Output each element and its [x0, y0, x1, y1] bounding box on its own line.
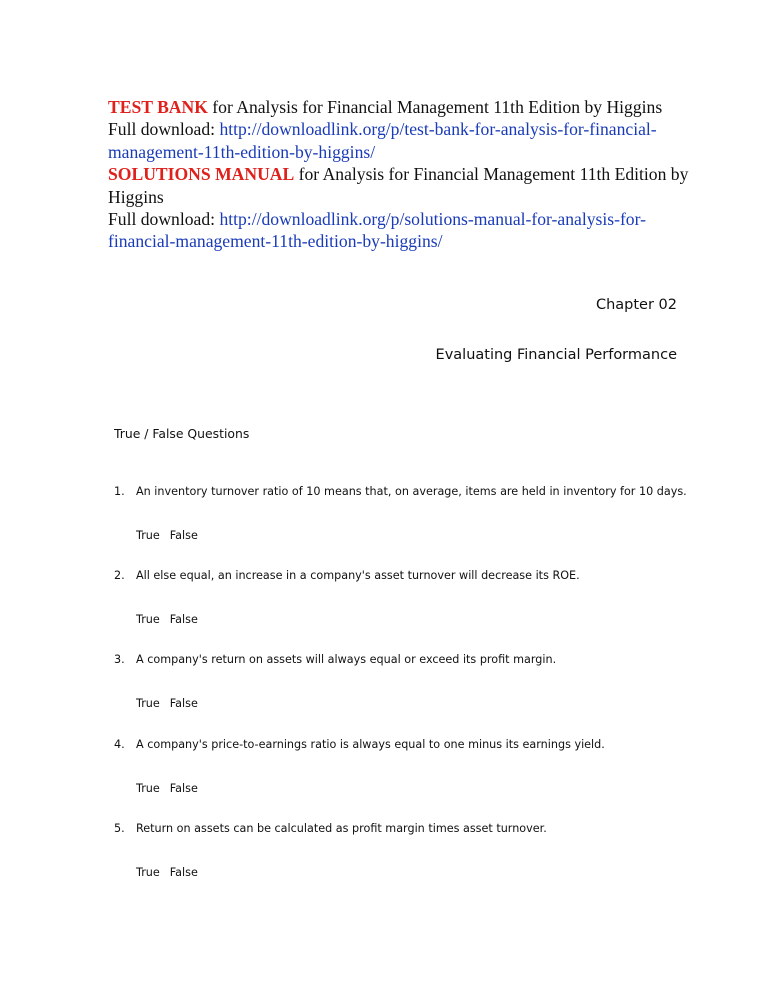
section-title: True / False Questions — [114, 426, 250, 441]
question-item — [114, 738, 605, 751]
question-text: Return on assets can be calculated as profit margin times asset turnover. — [136, 822, 547, 835]
test-bank-download-link[interactable]: http://downloadlink.org/p/test-bank-for-analysis-for-financial-management-11th-edition-by-higgins/ — [108, 119, 657, 162]
question-number: 4. — [114, 738, 125, 751]
download-label-2: Full download: — [108, 209, 220, 230]
question-text: All else equal, an increase in a company's asset turnover will decrease its ROE. — [136, 569, 580, 582]
test-bank-label: TEST BANK — [108, 97, 208, 117]
solutions-manual-title: for Analysis for Financial Management 11th Edition by Higgins — [108, 164, 689, 207]
question-item — [114, 822, 547, 835]
chapter-heading: Chapter 02 — [595, 297, 677, 313]
question-item — [114, 485, 687, 498]
option-true: True — [136, 782, 160, 795]
option-false: False — [169, 782, 198, 795]
download-header — [108, 96, 708, 253]
solutions-manual-label: SOLUTIONS MANUAL — [108, 164, 295, 185]
question-number: 2. — [114, 569, 125, 582]
answer-options — [136, 782, 198, 795]
question-number: 5. — [114, 822, 125, 835]
option-true: True — [136, 866, 160, 879]
question-text: An inventory turnover ratio of 10 means that, on average, items are held in inventory for 10 days. — [136, 485, 687, 498]
question-number: 3. — [114, 653, 125, 666]
answer-options — [136, 529, 198, 542]
question-item — [114, 653, 556, 666]
answer-options — [136, 866, 198, 879]
answer-options — [136, 697, 198, 710]
question-number: 1. — [114, 485, 125, 498]
option-false: False — [169, 697, 198, 710]
chapter-subtitle: Evaluating Financial Performance — [435, 347, 677, 363]
option-true: True — [136, 529, 160, 542]
option-false: False — [169, 613, 198, 626]
solutions-manual-download-link[interactable]: http://downloadlink.org/p/solutions-manual-for-analysis-for-financial-management-11th-edition-by-higgins/ — [108, 209, 646, 252]
answer-options — [136, 613, 198, 626]
option-false: False — [169, 866, 198, 879]
option-true: True — [136, 697, 160, 710]
question-item — [114, 569, 580, 582]
question-text: A company's return on assets will always equal or exceed its profit margin. — [136, 653, 557, 666]
option-false: False — [169, 529, 198, 542]
option-true: True — [136, 613, 160, 626]
question-text: A company's price-to-earnings ratio is always equal to one minus its earnings yield. — [136, 738, 605, 751]
test-bank-title: for Analysis for Financial Management 11th Edition by Higgins — [207, 97, 663, 117]
download-label-1: Full download: — [108, 119, 220, 140]
